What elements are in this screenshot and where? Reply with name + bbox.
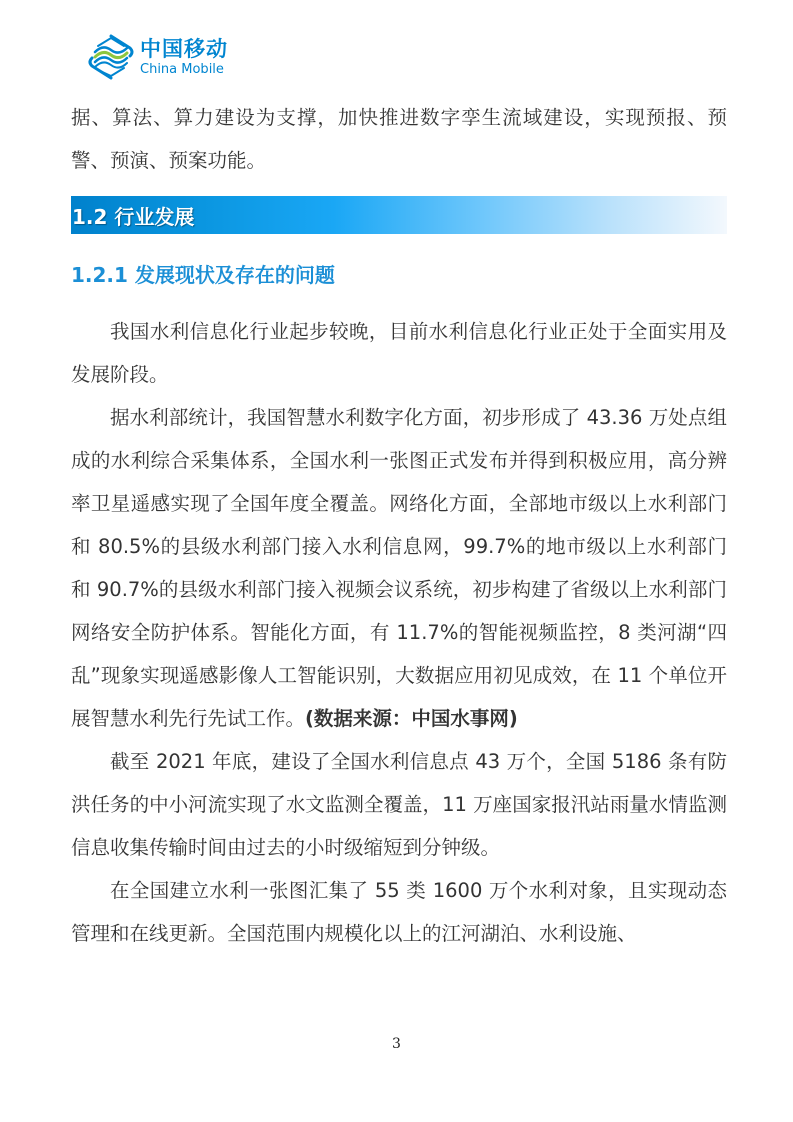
paragraph: 截至 2021 年底，建设了全国水利信息点 43 万个，全国 5186 条有防洪任务的中小河流实现了水文监测全覆盖，11 万座国家报汛站雨量水情监测信息收集传输时间由过去的小时级缩短到分钟级。: [71, 750, 727, 859]
paragraph: 在全国建立水利一张图汇集了 55 类 1600 万个水利对象，且实现动态管理和在线更新。全国范围内规模化以上的江河湖泊、水利设施、: [71, 879, 727, 945]
section-banner: [71, 196, 727, 234]
intro-paragraph: 据、算法、算力建设为支撑，加快推进数字孪生流域建设，实现预报、预警、预演、预案功能。: [71, 106, 727, 172]
data-source-note: (数据来源：中国水事网): [305, 707, 518, 730]
document-body: [71, 96, 727, 955]
logo-english-name: China Mobile: [140, 61, 224, 77]
paragraph-text: 据水利部统计，我国智慧水利数字化方面，初步形成了 43.36 万处点组成的水利综合采集体系，全国水利一张图正式发布并得到积极应用，高分辨率卫星遥感实现了全国年度全覆盖。网络化方面，全部地市级以上水利部门和 80.5%的县级水利部门接入水利信息网，99.7%的地市级以上水利部门和 90.7%的县级水利部门接入视频会议系统，初步构建了省级以上水利部门网络安全防护体系。智能化方面，有 11.7%的智能视频监控，8 类河湖“四乱”现象实现遥感影像人工智能识别，大数据应用初见成效，在 11 个单位开展智慧水利先行先试工作。: [71, 406, 727, 730]
china-mobile-logo: [86, 32, 228, 82]
logo-chinese-name: 中国移动: [140, 36, 228, 61]
china-mobile-logo-icon: [86, 32, 136, 82]
subsection-title: 1.2.1 发展现状及存在的问题: [71, 263, 335, 287]
paragraph-statistics: [71, 396, 727, 740]
section-title: 1.2 行业发展: [72, 204, 195, 229]
paragraph: 我国水利信息化行业起步较晚，目前水利信息化行业正处于全面实用及发展阶段。: [71, 320, 727, 386]
page-number: 3: [392, 1036, 401, 1052]
